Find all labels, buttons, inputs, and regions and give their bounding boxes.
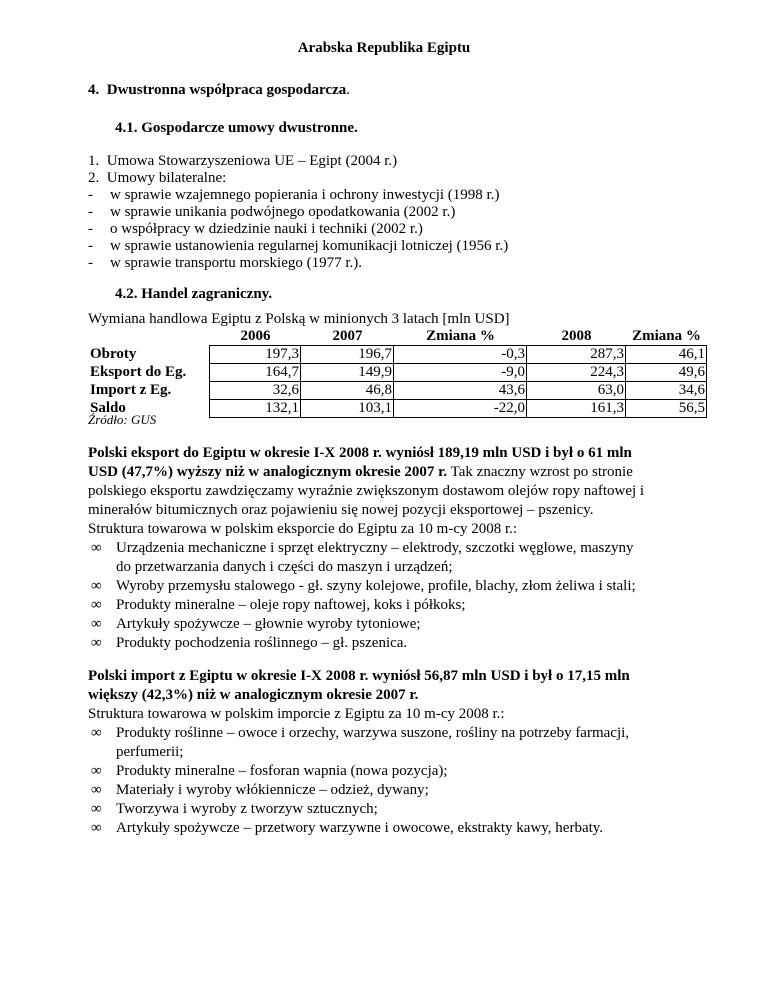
- row-label: Eksport do Eg.: [90, 364, 187, 380]
- export-bullet-continuation: do przetwarzania danych i części do maszyn i urządzeń;: [116, 559, 453, 575]
- export-summary-line: USD (47,7%) wyższy niż w analogicznym okresie 2007 r. Tak znaczny wzrost po stronie: [88, 464, 633, 480]
- page-title: Arabska Republika Egiptu: [297, 40, 471, 56]
- export-summary-line: Polski eksport do Egiptu w okresie I-X 2008 r. wyniósł 189,19 mln USD i był o 61 mln: [88, 445, 632, 461]
- table-cell: -9,0: [394, 364, 527, 382]
- agreement-item-1: 1. Umowa Stowarzyszeniowa UE – Egipt (2004 r.): [88, 153, 398, 169]
- infinity-bullet-icon: ∞: [91, 725, 102, 741]
- table-cell: -22,0: [394, 400, 527, 418]
- bilateral-agreement: - w sprawie unikania podwójnego opodatkowania (2002 r.): [88, 204, 456, 220]
- bilateral-agreement: - w sprawie transportu morskiego (1977 r.).: [88, 255, 363, 271]
- export-bullet: ∞ Produkty mineralne – oleje ropy naftowej, koks i półkoks;: [91, 597, 466, 613]
- table-cell: 224,3: [527, 364, 626, 382]
- section-4-heading: 4. Dwustronna współpraca gospodarcza.: [88, 82, 350, 98]
- table-cell: 56,5: [626, 400, 707, 418]
- column-header: 2008: [561, 328, 592, 344]
- trade-table-caption: Wymiana handlowa Egiptu z Polską w minionych 3 latach [mln USD]: [88, 311, 510, 327]
- column-header: 2007: [332, 328, 363, 344]
- import-summary-line: Polski import z Egiptu w okresie I-X 2008 r. wyniósł 56,87 mln USD i był o 17,15 mln: [88, 668, 630, 684]
- table-row: [88, 346, 707, 364]
- infinity-bullet-icon: ∞: [91, 635, 102, 651]
- infinity-bullet-icon: ∞: [91, 616, 102, 632]
- table-cell: 43,6: [394, 382, 527, 400]
- table-row: [88, 364, 707, 382]
- column-header: Zmiana %: [632, 328, 701, 344]
- table-cell: 197,3: [210, 346, 301, 364]
- agreement-item-2: 2. Umowy bilateralne:: [88, 170, 227, 186]
- column-header: Zmiana %: [426, 328, 495, 344]
- infinity-bullet-icon: ∞: [91, 763, 102, 779]
- bilateral-agreement: - w sprawie wzajemnego popierania i ochrony inwestycji (1998 r.): [88, 187, 500, 203]
- table-cell: 149,9: [301, 364, 394, 382]
- import-bullet: ∞ Materiały i wyroby włókiennicze – odzież, dywany;: [91, 782, 429, 798]
- bilateral-agreement: - w sprawie ustanowienia regularnej komunikacji lotniczej (1956 r.): [88, 238, 509, 254]
- import-bullet: ∞ Produkty roślinne – owoce i orzechy, warzywa suszone, rośliny na potrzeby farmacji,: [91, 725, 630, 741]
- infinity-bullet-icon: ∞: [91, 801, 102, 817]
- infinity-bullet-icon: ∞: [91, 820, 102, 836]
- table-cell: 103,1: [301, 400, 394, 418]
- table-cell: 196,7: [301, 346, 394, 364]
- table-cell: 32,6: [210, 382, 301, 400]
- section-4-2-heading: 4.2. Handel zagraniczny.: [115, 286, 273, 302]
- export-bullet: ∞ Urządzenia mechaniczne i sprzęt elektryczny – elektrody, szczotki węglowe, maszyny: [91, 540, 634, 556]
- row-label: Obroty: [90, 346, 137, 362]
- column-header: 2006: [240, 328, 271, 344]
- table-cell: 63,0: [527, 382, 626, 400]
- export-text-line: polskiego eksportu zawdzięczamy wyraźnie zwiększonym dostawom olejów ropy naftowej i: [88, 483, 645, 499]
- table-cell: 46,8: [301, 382, 394, 400]
- infinity-bullet-icon: ∞: [91, 578, 102, 594]
- import-bullet-continuation: perfumerii;: [116, 744, 184, 760]
- table-cell: 46,1: [626, 346, 707, 364]
- table-cell: 164,7: [210, 364, 301, 382]
- export-bullet: ∞ Wyroby przemysłu stalowego - gł. szyny kolejowe, profile, blachy, złom żeliwa i stali;: [91, 578, 636, 594]
- import-summary-line: większy (42,3%) niż w analogicznym okresie 2007 r.: [88, 687, 419, 703]
- export-text-line: minerałów bitumicznych oraz pojawieniu się nowej pozycji eksportowej – pszenicy.: [88, 502, 594, 518]
- trade-table: [88, 328, 707, 418]
- section-4-1-heading: 4.1. Gospodarcze umowy dwustronne.: [115, 120, 358, 136]
- import-structure-title: Struktura towarowa w polskim imporcie z Egiptu za 10 m-cy 2008 r.:: [88, 706, 505, 722]
- table-source: Źródło: GUS: [88, 412, 157, 427]
- infinity-bullet-icon: ∞: [91, 540, 102, 556]
- table-row: [88, 400, 707, 418]
- table-cell: 49,6: [626, 364, 707, 382]
- table-cell: -0,3: [394, 346, 527, 364]
- table-cell: 34,6: [626, 382, 707, 400]
- table-cell: 132,1: [210, 400, 301, 418]
- import-bullet: ∞ Produkty mineralne – fosforan wapnia (nowa pozycja);: [91, 763, 448, 779]
- table-cell: 161,3: [527, 400, 626, 418]
- table-cell: 287,3: [527, 346, 626, 364]
- table-header-row: [88, 328, 707, 346]
- import-bullet: ∞ Artykuły spożywcze – przetwory warzywne i owocowe, ekstrakty kawy, herbaty.: [91, 820, 604, 836]
- row-label: Import z Eg.: [90, 382, 172, 398]
- infinity-bullet-icon: ∞: [91, 597, 102, 613]
- export-bullet: ∞ Produkty pochodzenia roślinnego – gł. pszenica.: [91, 635, 408, 651]
- import-bullet: ∞ Tworzywa i wyroby z tworzyw sztucznych;: [91, 801, 378, 817]
- bilateral-agreement: - o współpracy w dziedzinie nauki i techniki (2002 r.): [88, 221, 423, 237]
- infinity-bullet-icon: ∞: [91, 782, 102, 798]
- export-bullet: ∞ Artykuły spożywcze – głownie wyroby tytoniowe;: [91, 616, 421, 632]
- table-row: [88, 382, 707, 400]
- export-structure-title: Struktura towarowa w polskim eksporcie do Egiptu za 10 m-cy 2008 r.:: [88, 521, 518, 537]
- row-label: Saldo: [90, 400, 126, 416]
